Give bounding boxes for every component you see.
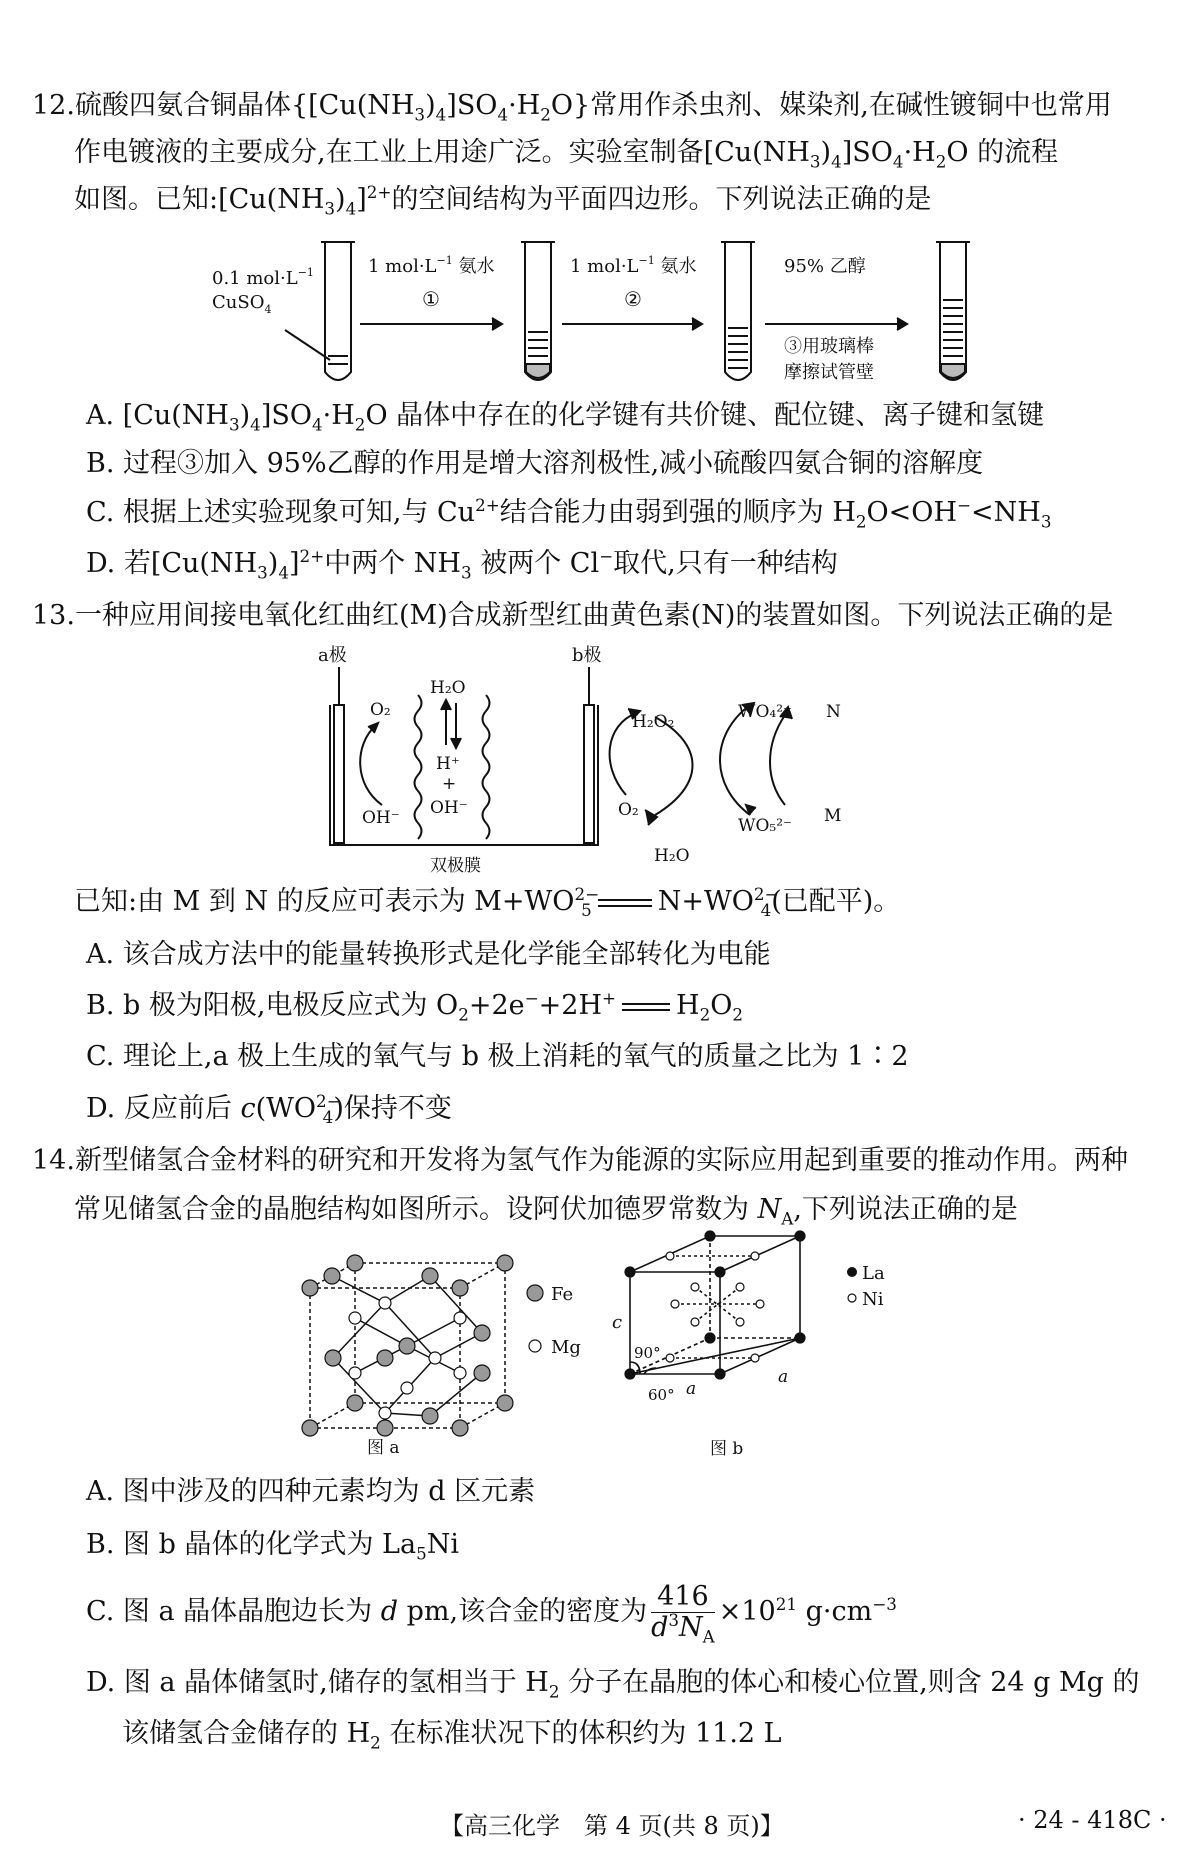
svg-text:OH⁻: OH⁻ — [430, 798, 468, 818]
q13-option-b: B. b 极为阳极,电极反应式为 $O_2+2e^-+2H^+$ $H_2O_2$ — [86, 988, 744, 1025]
q14-figure-b — [600, 1222, 920, 1458]
test-tube-4 — [936, 242, 970, 380]
svg-text:N: N — [826, 702, 841, 722]
svg-text:O₂: O₂ — [370, 700, 391, 720]
svg-text:1 mol·L−1 氨水: 1 $mol\cdot L^{-1}$ 氨水 — [368, 254, 495, 277]
q13-option-a: A. 该合成方法中的能量转换形式是化学能全部转化为电能 — [86, 939, 771, 970]
svg-text:Fe: Fe — [551, 1284, 574, 1305]
svg-text:③用玻璃棒: ③用玻璃棒 — [784, 336, 874, 357]
svg-text:a: a — [686, 1379, 697, 1399]
svg-text:+: + — [442, 774, 457, 794]
svg-text:c: c — [612, 1312, 623, 1333]
density-fraction: $\frac{416}{d^3N_A}$ — [651, 1581, 715, 1647]
q14-option-a: A. 图中涉及的四种元素均为 d 区元素 — [86, 1476, 536, 1507]
svg-text:摩擦试管壁: 摩擦试管壁 — [784, 362, 874, 383]
svg-text:La: La — [862, 1263, 885, 1284]
svg-text:0.1 mol·L−1: 0.1 $mol\cdot L^{-1}$ — [212, 266, 314, 289]
svg-text:WO₄²⁻: WO₄²⁻ — [738, 702, 793, 722]
paper-code: · 24 - 418C · — [1018, 1806, 1167, 1834]
q14-option-c: C. 图 a 晶体晶胞边长为 d pm,该合金的密度为 $\frac{416}{d^3N_A}$ $\times 10^{21}$ $g\cdot cm^{-3}$ — [86, 1581, 897, 1647]
svg-text:O₂: O₂ — [618, 800, 639, 820]
q14-line1: 14.新型储氢合金材料的研究和开发将为氢气作为能源的实际应用起到重要的推动作用。两种 — [32, 1145, 1128, 1176]
test-tube-1 — [321, 242, 355, 380]
svg-text:95% 乙醇: 95% 乙醇 — [784, 256, 866, 277]
q13-option-d: D. 反应前后 $c(WO^{2-}_4)$保持不变 — [86, 1091, 452, 1128]
q14-option-d-line1: D. 图 a 晶体储氢时,储存的氢相当于 $H_2$ 分子在晶胞的体心和棱心位置,则含 24 g Mg 的 — [86, 1667, 1140, 1702]
test-tube-3 — [721, 242, 755, 380]
svg-text:①: ① — [422, 287, 440, 311]
svg-text:WO₅²⁻: WO₅²⁻ — [738, 816, 793, 836]
q14-figure-a — [295, 1248, 595, 1458]
svg-text:a极: a极 — [318, 645, 347, 666]
q12-flow-figure — [200, 232, 1000, 392]
q14-option-d-line2: 该储氢合金储存的 $H_2$ 在标准状况下的体积约为 11.2 L — [122, 1718, 782, 1753]
svg-text:Ni: Ni — [862, 1289, 884, 1310]
q12-line1: 12.硫酸四氨合铜晶体$\{[Cu(NH_3)_4]SO_4\cdot H_2O\}$常用作杀虫剂、媒染剂,在碱性镀铜中也常用 — [32, 90, 1112, 125]
q12-line3: 如图。已知$:[Cu(NH_3)_4]^{2+}$的空间结构为平面四边形。下列说法正确的是 — [74, 182, 932, 219]
svg-text:H₂O₂: H₂O₂ — [632, 712, 675, 732]
q14-option-b: B. 图 b 晶体的化学式为 $La_5Ni$ — [86, 1529, 459, 1564]
q12-line2: 作电镀液的主要成分,在工业上用途广泛。实验室制备$[Cu(NH_3)_4]SO_4\cdot H_2O$ 的流程 — [74, 137, 1059, 172]
test-tube-2 — [521, 242, 555, 380]
svg-text:Mg: Mg — [551, 1337, 581, 1358]
svg-text:OH⁻: OH⁻ — [362, 808, 400, 828]
svg-text:60°: 60° — [648, 1386, 675, 1404]
q12-option-b: B. 过程③加入 95%乙醇的作用是增大溶剂极性,减小硫酸四氨合铜的溶解度 — [86, 448, 984, 479]
svg-text:图 a: 图 a — [367, 1438, 400, 1458]
q13-known: 已知:由 M 到 N 的反应可表示为 $M+WO^{2-}_5$ $N+WO^{2-}_4$(已配平)。 — [74, 884, 901, 921]
svg-text:CuSO4: CuSO$_4$ — [212, 292, 272, 316]
q13-option-c: C. 理论上,a 极上生成的氧气与 b 极上消耗的氧气的质量之比为 1∶2 — [86, 1041, 909, 1072]
svg-text:H₂O: H₂O — [430, 678, 466, 698]
q12-option-d: D. 若$[Cu(NH_3)_4]^{2+}$中两个 $NH_3$ 被两个 Cl−取代,只有一种结构 — [86, 546, 838, 583]
q12-option-c: C. 根据上述实验现象可知,与 $Cu^{2+}$结合能力由弱到强的顺序为 $H_2O<OH^-<NH_3$ — [86, 495, 1052, 532]
q13-electrolysis-figure — [310, 645, 890, 880]
svg-text:b极: b极 — [572, 645, 602, 666]
svg-text:a: a — [778, 1367, 789, 1387]
svg-text:②: ② — [624, 287, 642, 311]
question-number: 12. — [32, 90, 75, 121]
svg-text:90°: 90° — [634, 1344, 661, 1362]
svg-text:双极膜: 双极膜 — [430, 856, 481, 876]
page-footer: 【高三化学 第 4 页(共 8 页)】 — [440, 1812, 784, 1840]
svg-text:图 b: 图 b — [710, 1439, 744, 1458]
svg-text:H⁺: H⁺ — [436, 754, 460, 774]
svg-text:1 mol·L−1 氨水: 1 $mol\cdot L^{-1}$ 氨水 — [570, 254, 697, 277]
svg-text:H₂O: H₂O — [654, 846, 690, 866]
q13-stem: 13.一种应用间接电氧化红曲红(M)合成新型红曲黄色素(N)的装置如图。下列说法正确的是 — [32, 600, 1114, 631]
svg-text:M: M — [824, 806, 842, 826]
q12-option-a: A. $[Cu(NH_3)_4]SO_4\cdot H_2O$ 晶体中存在的化学键有共价键、配位键、离子键和氢键 — [86, 400, 1045, 435]
q14-line2: 常见储氢合金的晶胞结构如图所示。设阿伏加德罗常数为 $N_A$,下列说法正确的是 — [74, 1194, 1018, 1229]
